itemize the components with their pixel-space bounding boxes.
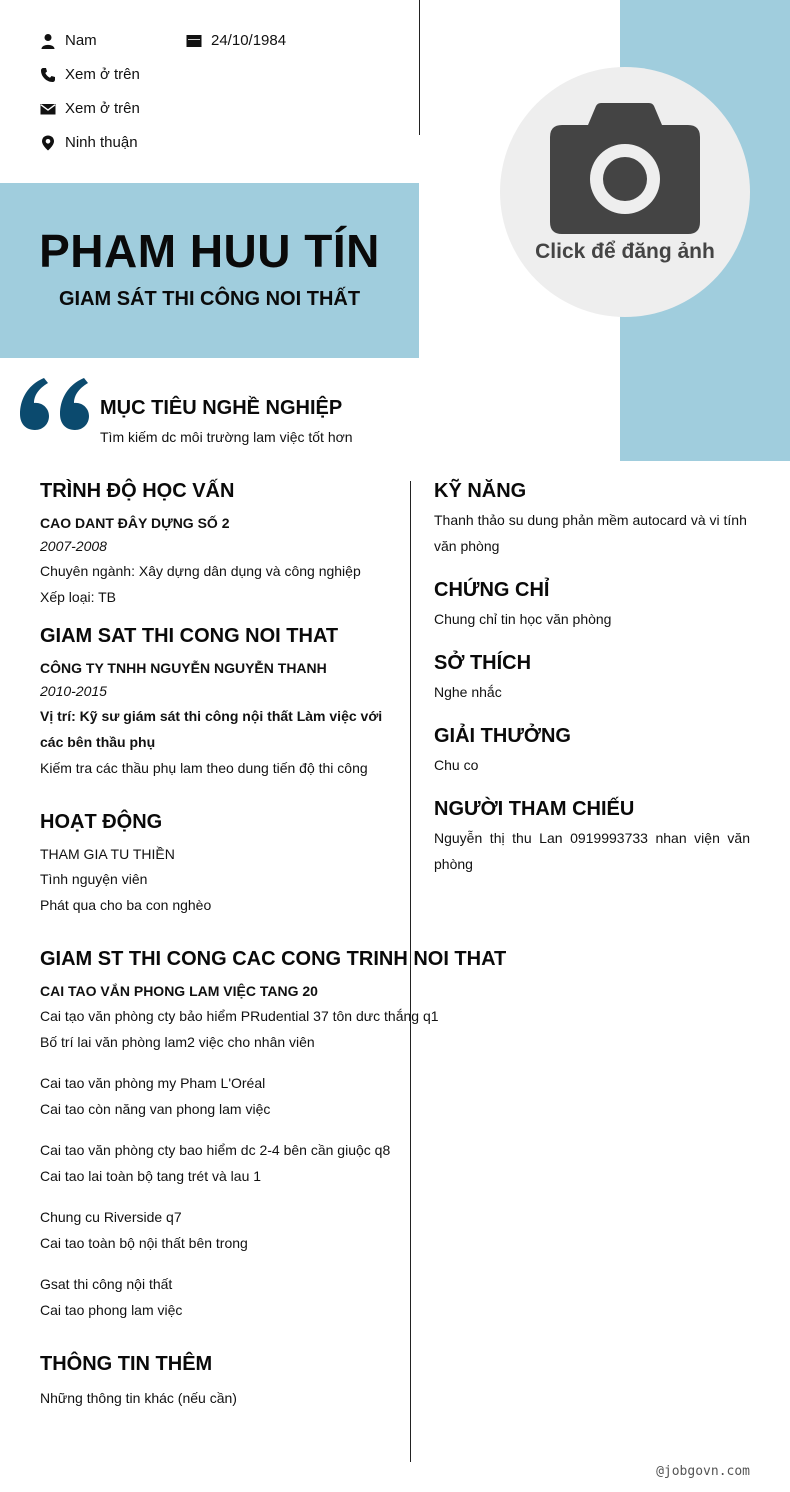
phone-icon <box>40 67 56 83</box>
more-info-title: THÔNG TIN THÊM <box>40 1353 213 1375</box>
awards-title: GIẢI THƯỞNG <box>434 725 571 747</box>
experience-title: GIAM SAT THI CONG NOI THAT <box>40 625 339 647</box>
location-pin-icon <box>40 135 56 151</box>
experience-description: Kiếm tra các thầu phụ lam theo dung tiến độ thi công <box>40 760 368 776</box>
projects-title: GIAM ST THI CONG CAC CONG TRINH NOI THAT <box>40 948 507 970</box>
objective-title: MỤC TIÊU NGHỀ NGHIỆP <box>100 397 343 419</box>
references-title: NGƯỜI THAM CHIẾU <box>434 798 635 820</box>
education-grade: Xếp loại: TB <box>40 589 117 605</box>
email-text: Xem ở trên <box>65 100 140 117</box>
watermark: @jobgovn.com <box>656 1464 750 1479</box>
candidate-name: PHAM HUU TÍN <box>39 225 380 277</box>
education-title: TRÌNH ĐỘ HỌC VẤN <box>40 480 235 502</box>
activities-title: HOẠT ĐỘNG <box>40 811 163 833</box>
project-line: Cai tao lai toàn bộ tang trét và lau 1 <box>40 1168 262 1184</box>
hobbies-title: SỞ THÍCH <box>434 652 532 674</box>
objective-text: Tìm kiếm dc môi trường lam việc tốt hơn <box>100 429 353 445</box>
project-line: Cai tao phong lam việc <box>40 1302 183 1318</box>
education-major: Chuyên ngành: Xây dựng dân dụng và công nghiệp <box>40 563 361 579</box>
job-title: GIAM SÁT THI CÔNG NOI THẤT <box>58 288 361 310</box>
birthdate-text: 24/10/1984 <box>211 32 287 49</box>
project-line: Cai tạo văn phòng cty bảo hiểm PRudential 37 tôn dưc thắng q1 <box>40 1008 439 1024</box>
projects-subtitle: CAI TAO VẮN PHONG LAM VIỆC TANG 20 <box>40 983 318 999</box>
activity-item: Phát qua cho ba con nghèo <box>40 897 212 913</box>
references-text: Nguyễn thị thu Lan 0919993733 nhan viện văn phòng <box>434 830 750 872</box>
photo-upload-label[interactable]: Click để đăng ảnh <box>535 240 715 263</box>
awards-text: Chu co <box>434 757 479 773</box>
project-line: Cai tao văn phòng my Pham L'Oréal <box>40 1075 266 1091</box>
skills-text: Thanh thảo su dung phản mềm autocard và vi tính văn phòng <box>434 512 747 554</box>
experience-position: Vị trí: Kỹ sư giám sát thi công nội thất Làm việc với các bên thầu phụ <box>40 708 383 750</box>
certificates-text: Chung chỉ tin học văn phòng <box>434 611 612 627</box>
project-line: Cai tao văn phòng cty bao hiểm dc 2-4 bên cần giuộc q8 <box>40 1142 391 1158</box>
contact-phone <box>40 66 140 83</box>
project-line: Cai tao toàn bộ nội thất bên trong <box>40 1235 248 1251</box>
hobbies-text: Nghe nhắc <box>434 684 502 700</box>
envelope-icon <box>40 101 56 117</box>
calendar-icon <box>186 33 202 49</box>
certificates-title: CHỨNG CHỈ <box>434 579 550 601</box>
header-divider <box>419 0 420 135</box>
gender-text: Nam <box>65 32 97 49</box>
experience-company: CÔNG TY TNHH NGUYỄN NGUYỄN THANH <box>40 660 327 676</box>
address-text: Ninh thuận <box>65 134 138 151</box>
education-period: 2007-2008 <box>40 538 107 554</box>
camera-icon[interactable] <box>550 103 700 234</box>
quote-icon <box>20 378 92 430</box>
person-icon <box>40 33 56 49</box>
column-divider <box>410 481 411 1462</box>
contact-email <box>40 100 140 117</box>
more-info-text: Những thông tin khác (nếu cần) <box>40 1390 237 1406</box>
project-line: Gsat thi công nội thất <box>40 1276 173 1292</box>
project-line: Cai tao còn năng van phong lam việc <box>40 1101 271 1117</box>
project-line: Bố trí lai văn phòng lam2 việc cho nhân viên <box>40 1034 315 1050</box>
education-school: CAO DANT ĐÂY DỰNG SỐ 2 <box>40 515 230 531</box>
contact-address <box>40 134 138 151</box>
experience-period: 2010-2015 <box>40 683 107 699</box>
contact-gender <box>40 32 97 49</box>
phone-text: Xem ở trên <box>65 66 140 83</box>
contact-birthdate <box>186 32 286 49</box>
project-line: Chung cu Riverside q7 <box>40 1209 182 1225</box>
activity-item: THAM GIA TU THIỀN <box>40 846 175 862</box>
skills-title: KỸ NĂNG <box>434 480 527 502</box>
activity-item: Tình nguyện viên <box>40 871 148 887</box>
